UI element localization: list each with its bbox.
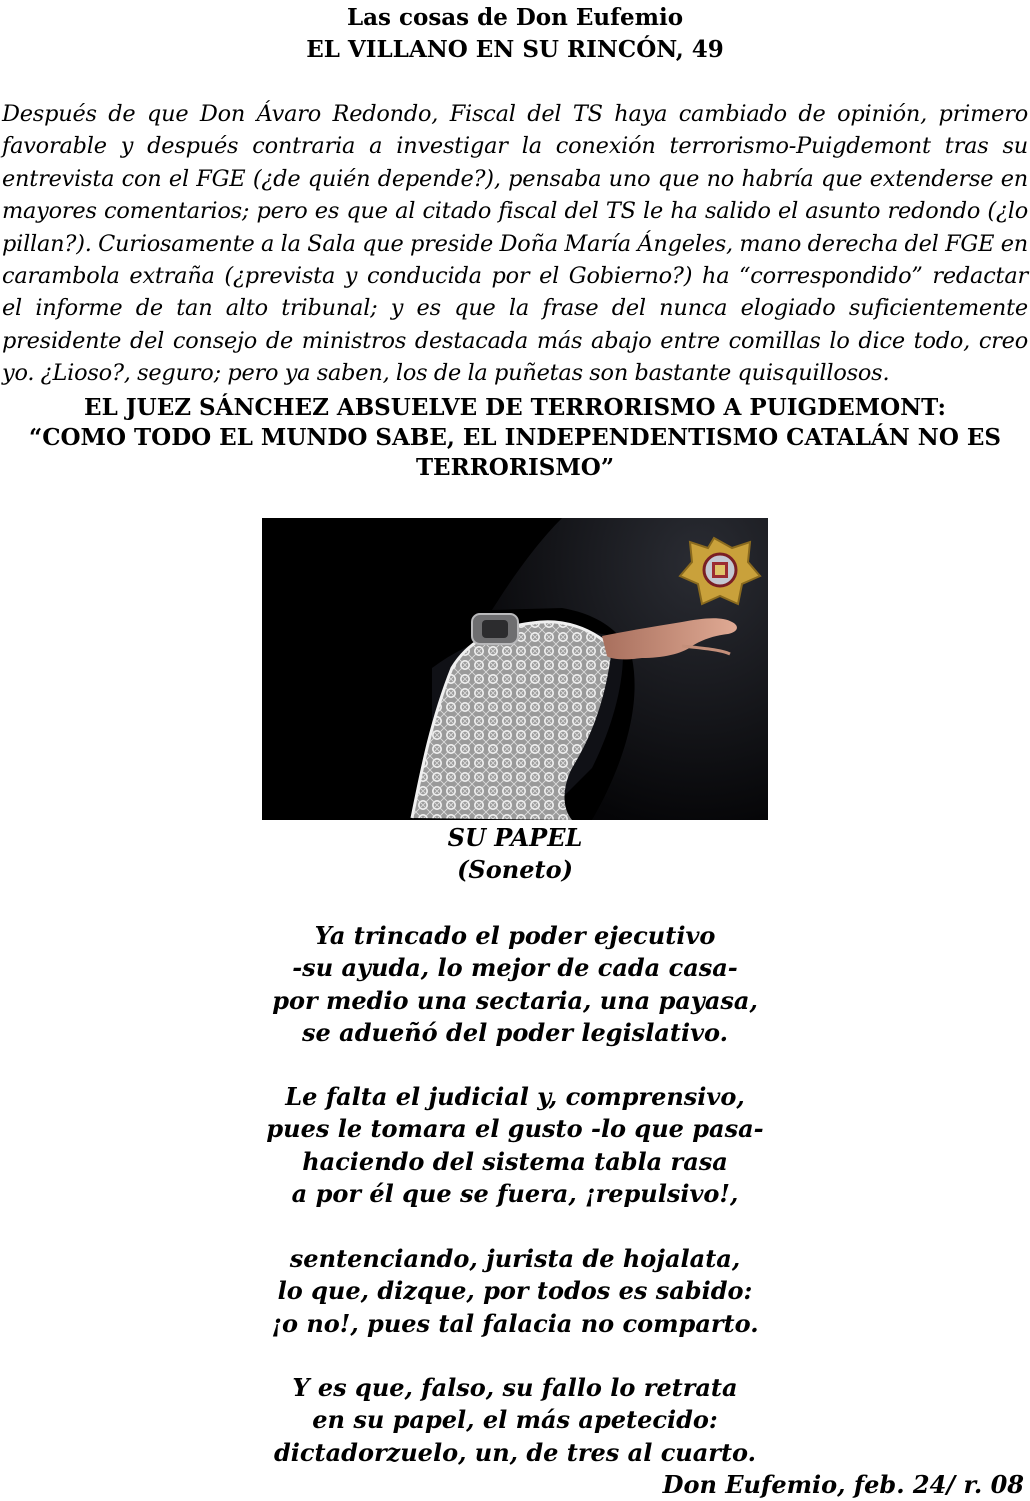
headline-line: “COMO TODO EL MUNDO SABE, EL INDEPENDENTISMO CATALÁN NO ES <box>28 424 1002 451</box>
poem-verse: pues le tomara el gusto -lo que pasa- <box>266 1114 764 1144</box>
poem-verse: sentenciando, jurista de hojalata, <box>289 1244 741 1273</box>
poem-verse: dictadorzuelo, un, de tres al cuarto. <box>274 1437 756 1467</box>
intro-line: Después de que Don Ávaro Redondo, Fiscal del TS haya cambiado de opinión, primero <box>2 101 1028 127</box>
poem-verse: Ya trincado el poder ejecutivo <box>314 921 716 950</box>
poem-title-block <box>0 822 1030 886</box>
poem-verse: -su ayuda, lo mejor de cada casa- <box>292 953 738 983</box>
poem-stanza-1 <box>0 920 1030 1049</box>
intro-line: carambola extraña (¿prevista y conducida por el Gobierno?) ha “correspondido” redactar <box>2 263 1028 290</box>
intro-line: entrevista con el FGE (¿de quién depende?), pensaba uno que no habría que extenderse en <box>2 165 1028 192</box>
poem-verse: en su papel, el más apetecido: <box>312 1405 718 1435</box>
poem-stanza-4 <box>0 1372 1030 1469</box>
intro-line: el informe de tan alto tribunal; y es que la frase del nunca elogiado suficientemente <box>2 295 1028 322</box>
poem-verse: Le falta el judicial y, comprensivo, <box>285 1082 745 1111</box>
author-signature: Don Eufemio, feb. 24/ r. 08 <box>662 1470 1024 1499</box>
poem-verse: a por él que se fuera, ¡repulsivo!, <box>291 1178 739 1208</box>
judge-robe-photo <box>262 518 768 820</box>
poem-verse: lo que, dizque, por todos es sabido: <box>277 1276 753 1306</box>
intro-line: yo. ¿Lioso?, seguro; pero ya saben, los de la puñetas son bastante quisquillosos. <box>2 360 890 387</box>
intro-line: pillan?). Curiosamente a la Sala que preside Doña María Ángeles, mano derecha del FGE en <box>2 230 1028 257</box>
headline-line: EL JUEZ SÁNCHEZ ABSUELVE DE TERRORISMO A PUIGDEMONT: <box>84 394 946 421</box>
headline <box>0 393 1030 483</box>
document-header <box>0 2 1030 66</box>
poem-verse: se adueñó del poder legislativo. <box>302 1017 728 1047</box>
poem-verse: Y es que, falso, su fallo lo retrata <box>292 1373 738 1402</box>
poem-form: (Soneto) <box>457 855 573 884</box>
intro-paragraph <box>2 98 1028 390</box>
column-title: Las cosas de Don Eufemio <box>346 4 684 31</box>
poem-title: SU PAPEL <box>447 823 583 852</box>
headline-line: TERRORISMO” <box>415 454 615 481</box>
intro-line: favorable y después contraria a investigar la conexión terrorismo-Puigdemont tras su <box>2 133 1028 160</box>
intro-line: mayores comentarios; pero es que al citado fiscal del TS le ha salido el asunto redondo (¿lo <box>2 198 1028 225</box>
poem-verse: ¡o no!, pues tal falacia no comparto. <box>271 1308 759 1338</box>
poem-verse: por medio una sectaria, una payasa, <box>272 985 758 1015</box>
poem-verse: haciendo del sistema tabla rasa <box>302 1146 728 1176</box>
column-subtitle: EL VILLANO EN SU RINCÓN, 49 <box>306 36 724 63</box>
poem-stanza-2 <box>0 1081 1030 1210</box>
poem-stanza-3 <box>0 1243 1030 1340</box>
intro-line: presidente del consejo de ministros destacada más abajo entre comillas lo dice todo, creo <box>2 327 1028 354</box>
judge-robe-illustration <box>262 518 768 820</box>
